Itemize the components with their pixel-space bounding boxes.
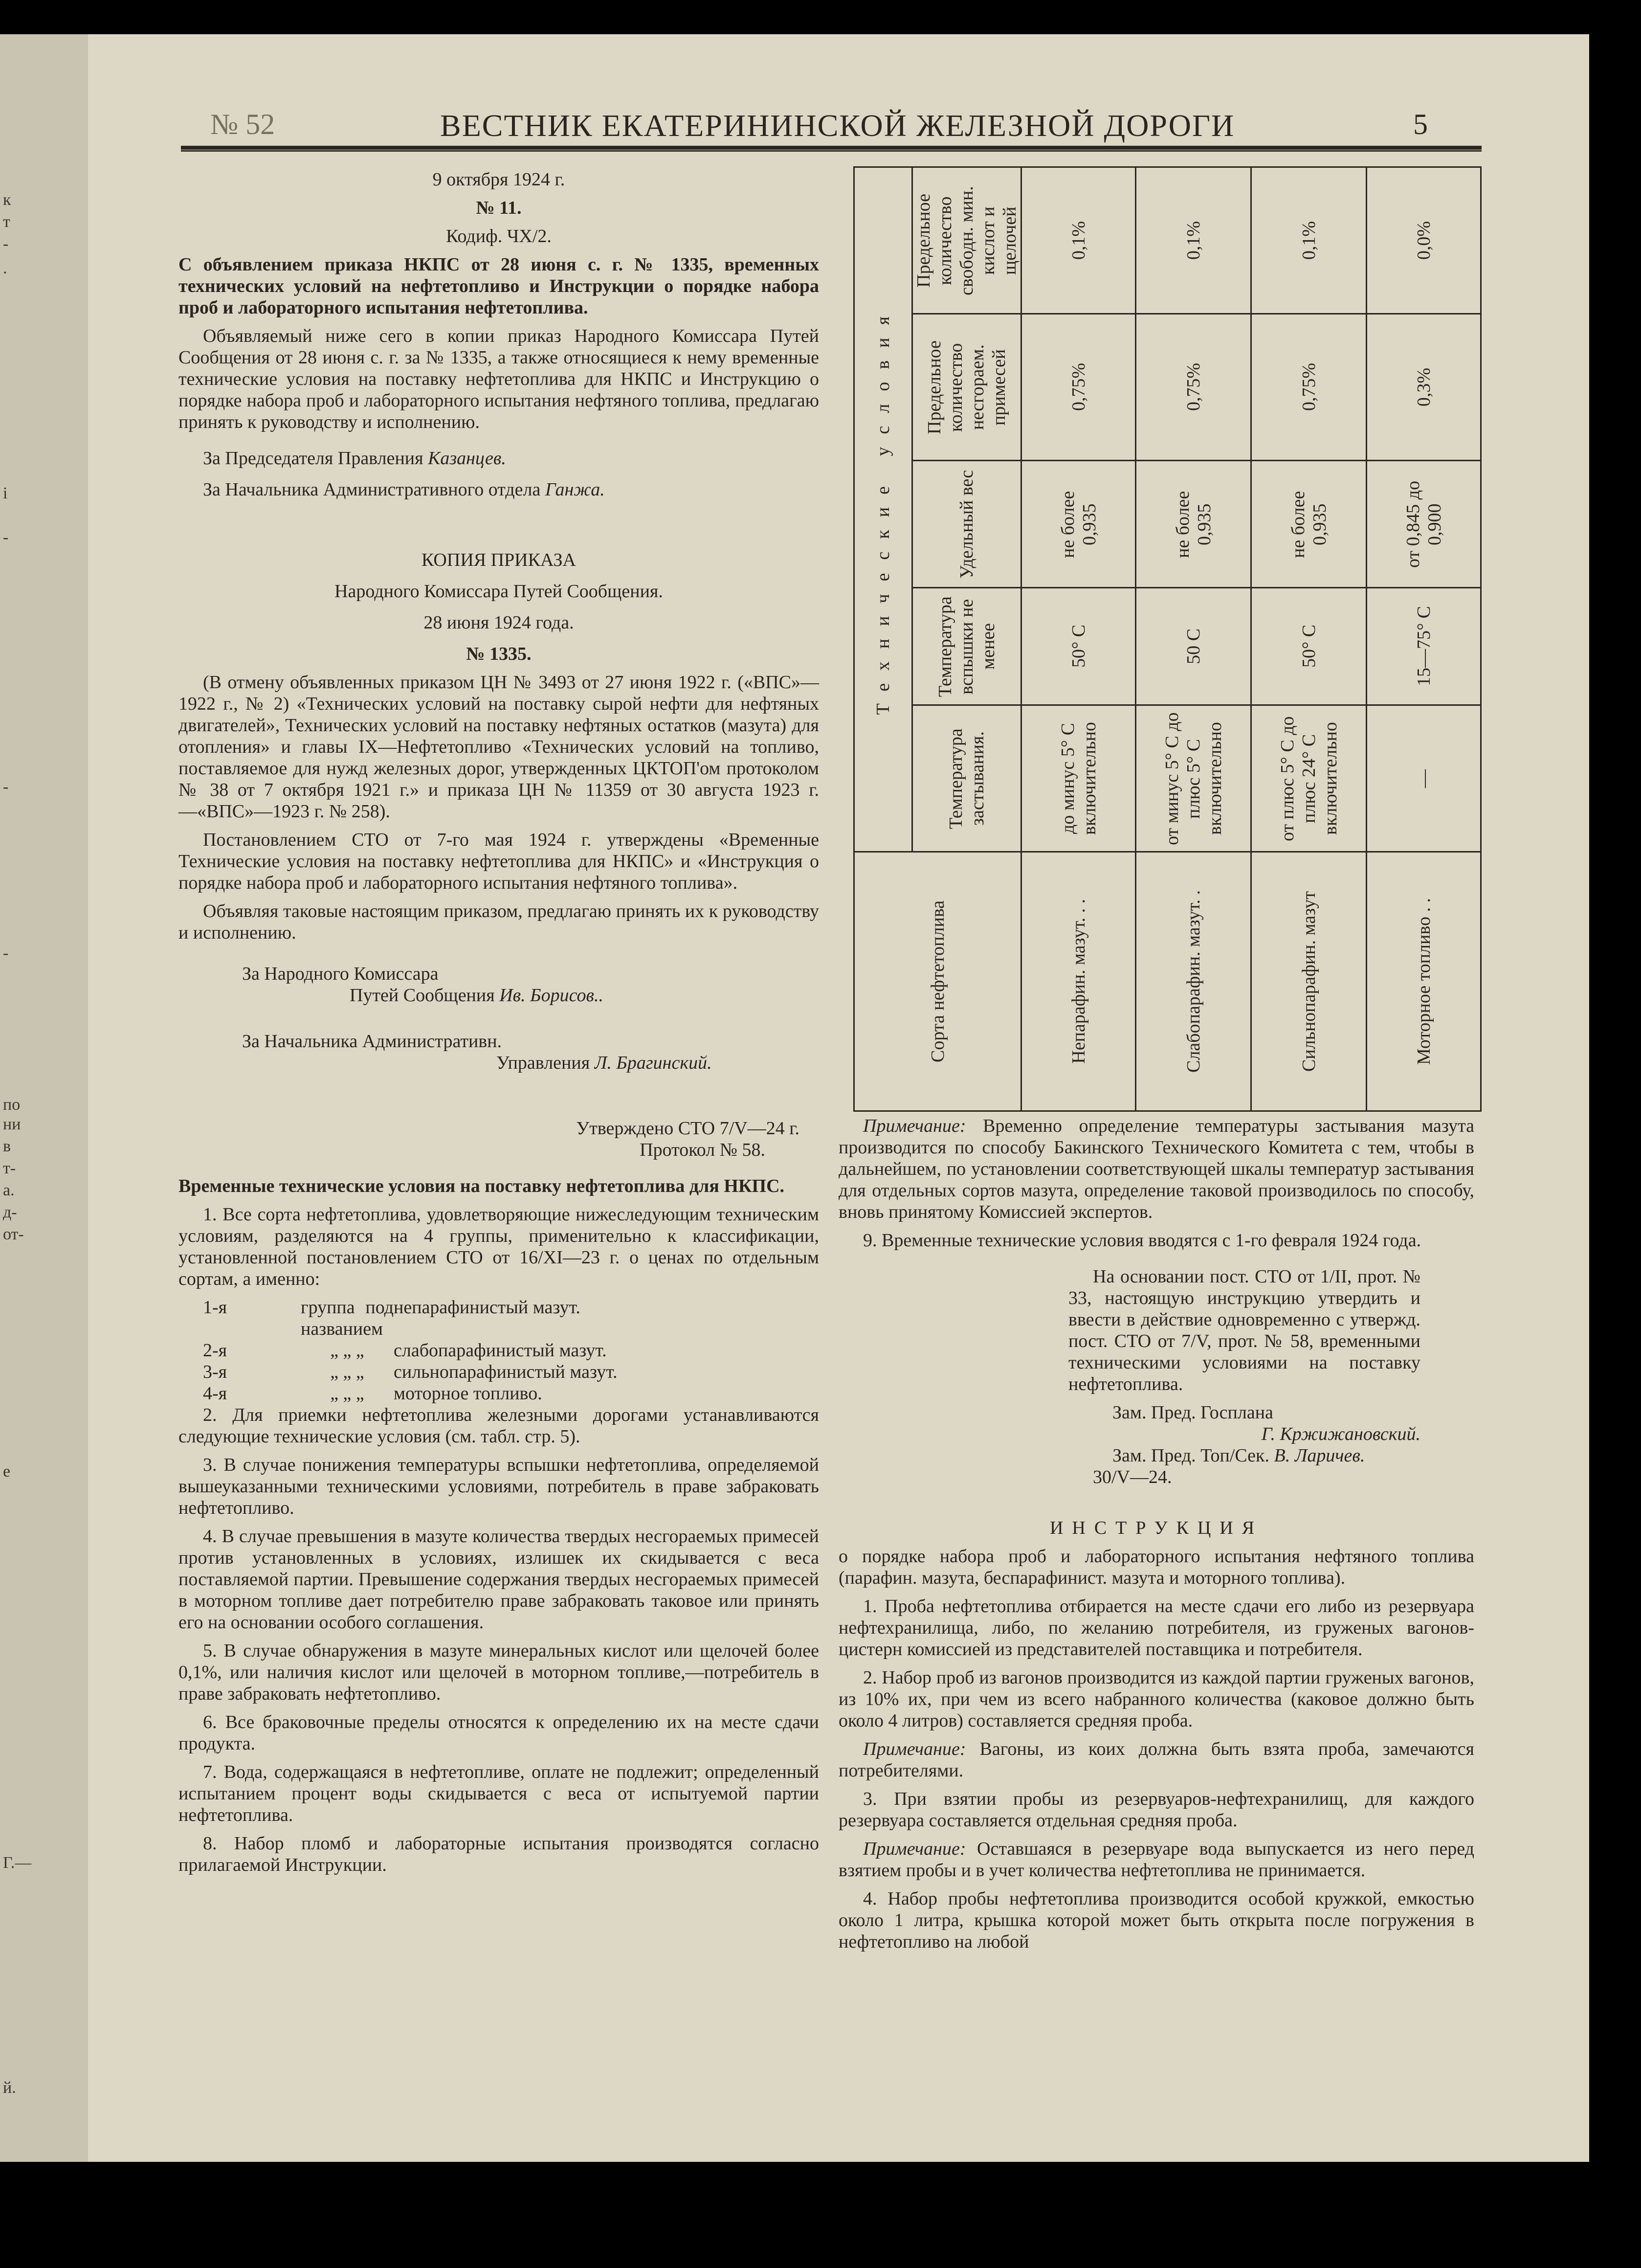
table-cell: 0,0% xyxy=(1367,167,1481,314)
table-cell: не более 0,935 xyxy=(1021,461,1136,588)
conditions-paragraph: 9. Временные технические условия вводятся с 1-го февраля 1924 года. xyxy=(863,1230,1421,1251)
group-num: 1-я xyxy=(203,1297,227,1318)
signature-name: Ив. Борисов.. xyxy=(499,985,603,1006)
margin-fragment: а. xyxy=(3,1181,15,1199)
conditions-paragraph: 1. Все сорта нефтетоплива, удовлетворяющие нижеследующим техническим условиям, разделяются на 4 группы, применительно к классификации, установленной постановлением СТО от 16/XI—23 г. о ценах по отдельным сортам, а именно: xyxy=(178,1204,819,1289)
approved-line1: Утверждено СТО 7/V—24 г. xyxy=(576,1118,799,1139)
signature-role: За Председателя Правления xyxy=(203,448,423,469)
copy-sign1-line1: За Народного Комиссара xyxy=(242,964,439,984)
table-cell: Сильнопарафин. мазут xyxy=(1251,852,1367,1111)
group-num: 4-я xyxy=(203,1383,227,1404)
table-col-header: Температура застывания. xyxy=(912,705,1021,852)
signature-role: Зам. Пред. Топ/Сек. xyxy=(1112,1445,1269,1466)
technical-conditions-table xyxy=(853,166,1482,1112)
group-name: слабопарафинистый мазут. xyxy=(394,1340,607,1361)
copy-sign2-line2 xyxy=(178,1052,819,1074)
conditions-paragraph: 7. Вода, содержащаяся в нефтетопливе, оплате не подлежит; определенный испытанием процент воды скидывается с веса от испытуемой партии нефтетоплива. xyxy=(178,1762,819,1825)
instruction-note xyxy=(839,1838,1474,1881)
table-cell: 50° С xyxy=(1021,588,1136,705)
order-number: № 11. xyxy=(476,198,522,218)
copy-title: КОПИЯ ПРИКАЗА xyxy=(421,550,576,570)
group-row xyxy=(178,1383,819,1404)
margin-fragment: т xyxy=(3,213,10,231)
margin-fragment: й. xyxy=(3,2079,16,2097)
margin-fragment: е xyxy=(3,1462,11,1481)
group-mid: группа под названием xyxy=(301,1297,394,1339)
signature-name: Л. Брагинский. xyxy=(594,1053,712,1073)
group-row xyxy=(178,1361,819,1383)
table-col-header: Предельное количество свободн. мин. кислот и щелочей xyxy=(912,167,1021,314)
scan-border xyxy=(0,2162,1641,2268)
group-mid: „ „ „ xyxy=(330,1383,364,1404)
table-cell: 15—75° С xyxy=(1367,588,1481,705)
conditions-paragraph: 8. Набор пломб и лабораторные испытания производятся согласно прилагаемой Инструкции. xyxy=(178,1833,819,1875)
table-cell: от 0,845 до 0,900 xyxy=(1367,461,1481,588)
table-col-header: Предельное количество несгораем. примесей xyxy=(912,314,1021,461)
conditions-paragraph: 5. В случае обнаружения в мазуте минеральных кислот или щелочей более 0,1%, или наличия кислот или щелочей в моторном топливе,—потребитель в праве забраковать нефтетопливо. xyxy=(178,1640,819,1704)
margin-fragment: к xyxy=(3,191,11,209)
table-cell: 0,3% xyxy=(1367,314,1481,461)
page-number: 5 xyxy=(1413,108,1428,140)
left-column xyxy=(178,169,819,1883)
margin-fragment: т- xyxy=(3,1159,16,1177)
signature-name: В. Ларичев. xyxy=(1274,1445,1365,1466)
table-cell: 0,75% xyxy=(1136,314,1251,461)
note-label: Примечание: xyxy=(863,1739,966,1759)
signature-role: Управления xyxy=(496,1053,590,1073)
conditions-paragraph: 3. В случае понижения температуры вспышки нефтетоплива, определяемой вышеуказанными техническими условиями, потребитель в праве забраковать нефтетопливо. xyxy=(178,1455,819,1518)
conditions-paragraph: 2. Для приемки нефтетоплива железными дорогами устанавливаются следующие технические условия (см. табл. стр. 5). xyxy=(178,1405,819,1447)
table-cell: Моторное топливо . . xyxy=(1367,852,1481,1111)
group-name: непарафинистый мазут. xyxy=(394,1297,580,1318)
table-cell: 50° С xyxy=(1251,588,1367,705)
signature-role: За Начальника Административного отдела xyxy=(203,479,541,500)
margin-fragment: от- xyxy=(3,1225,24,1243)
table-cell: не более 0,935 xyxy=(1251,461,1367,588)
note-label: Примечание: xyxy=(863,1116,966,1136)
instruction-paragraph: 2. Набор проб из вагонов производится из каждой партии груженых вагонов, из 10% их, при чем из всего набранного количества (каковое должно быть около 4 литров) составляется средняя проба. xyxy=(839,1667,1474,1731)
table-cell: 0,1% xyxy=(1251,167,1367,314)
copy-subtitle: Народного Комиссара Путей Сообщения. xyxy=(334,581,663,602)
group-row xyxy=(178,1297,819,1340)
copy-paragraph: (В отмену объявленных приказом ЦН № 3493 от 27 июня 1922 г. («ВПС»—1922 г., № 2) «Технических условий на поставку сырой нефти для нефтяных двигателей», Технических условий на поставку нефтяных остатков (мазута) для отопления» и главы IX—Нефтетопливо «Технических условий на топливо, поставляемое для нужд железных дорог, утвержденных ЦКТОП'ом протоколом № 38 от 7 октября 1921 г.» и приказа ЦН № 11359 от 30 августа 1923 г.—«ВПС»—1923 г. № 258). xyxy=(178,672,819,822)
table-cell: — xyxy=(1367,705,1481,852)
note-text: Временно определение температуры застывания мазута производится по способу Бакинского Технического Комитета с тем, чтобы в дальнейшем, по установлении соответствующей шкалы температур застывания для отдельных сортов мазута, определение таковой производилось по способу, вновь принятому Комиссией экспертов. xyxy=(839,1116,1475,1222)
instruction-note xyxy=(839,1738,1474,1781)
table-cell: не более 0,935 xyxy=(1136,461,1251,588)
note-text: Оставшаяся в резервуаре вода выпускается из него перед взятием пробы и в учет количества нефтетоплива не принимается. xyxy=(839,1839,1475,1881)
table-cell: от плюс 5° С до плюс 24° С включительно xyxy=(1251,705,1367,852)
newspaper-title: ВЕСТНИК ЕКАТЕРИНИНСКОЙ ЖЕЛЕЗНОЙ ДОРОГИ xyxy=(440,108,1235,143)
table-col-header: Удельный вес xyxy=(912,461,1021,588)
group-row xyxy=(178,1340,819,1361)
table-col-header: Температура вспышки не менее xyxy=(912,588,1021,705)
header-rule xyxy=(181,146,1482,152)
table-cell: от минус 5° С до плюс 5° С включительно xyxy=(1136,705,1251,852)
order-date: 9 октября 1924 г. xyxy=(432,169,565,190)
table-cell: 50 С xyxy=(1136,588,1251,705)
copy-sign1-line2 xyxy=(178,985,819,1006)
approval-sign2 xyxy=(1068,1445,1420,1466)
group-mid: „ „ „ xyxy=(330,1362,364,1382)
group-mid: „ „ „ xyxy=(330,1340,364,1361)
instruction-paragraph: 1. Проба нефтетоплива отбирается на месте сдачи его либо из резервуара нефтехранилища, либо, по желанию потребителя, из груженых вагонов-цистерн комиссией из представителей поставщика и потребителя. xyxy=(839,1596,1474,1660)
signature-name: Казанцев. xyxy=(428,448,506,469)
table-cell: 0,75% xyxy=(1251,314,1367,461)
note-text: Вагоны, из коих должна быть взята проба, замечаются потребителями. xyxy=(839,1739,1474,1781)
instruction-paragraph: 4. Набор пробы нефтетоплива производится особой кружкой, емкостью около 1 литра, крышка которой может быть открыта после погружения в нефтетопливо на любой xyxy=(839,1888,1474,1952)
signature-name: Ганжа. xyxy=(545,479,605,500)
conditions-heading: Временные технические условия на поставку нефтетоплива для НКПС. xyxy=(178,1176,785,1196)
margin-fragment: - xyxy=(3,944,9,962)
page-header xyxy=(122,108,1491,142)
margin-fragment: в xyxy=(3,1137,11,1155)
left-page-edge xyxy=(0,34,98,2162)
margin-fragment: . xyxy=(3,259,7,277)
table-cell: Слабопарафин. мазут. . xyxy=(1136,852,1251,1111)
copy-sign2-line1: За Начальника Административн. xyxy=(242,1031,502,1052)
copy-number: № 1335. xyxy=(466,644,532,664)
table-cell: 0,75% xyxy=(1021,314,1136,461)
issue-number: № 52 xyxy=(210,108,275,140)
instruction-title: ИНСТРУКЦИЯ xyxy=(1049,1518,1264,1538)
approval-sign1-name: Г. Кржижановский. xyxy=(1261,1424,1420,1444)
table-group-header: Технические условия xyxy=(854,167,912,852)
approval-sign1-role: Зам. Пред. Госплана xyxy=(1112,1402,1273,1423)
order-body: Объявляемый ниже сего в копии приказ Народного Комиссара Путей Сообщения от 28 июня с. г. за № 1335, а также относящиеся к нему временные технические условия на поставку нефтетоплива для НКПС и Инструкцию о порядке набора проб и лабораторного испытания нефтяного топлива, предлагаю принять к руководству и исполнению. xyxy=(178,326,819,432)
copy-paragraph: Постановлением СТО от 7-го мая 1924 г. утверждены «Временные Технические условия на поставку нефтетоплива для НКПС» и «Инструкция о порядке набора проб и лабораторного испытания нефтяного топлива». xyxy=(178,830,819,893)
note-label: Примечание: xyxy=(863,1839,966,1859)
conditions-paragraph: 6. Все браковочные пределы относятся к определению их на месте сдачи продукта. xyxy=(178,1712,819,1754)
instruction-subtitle: о порядке набора проб и лабораторного испытания нефтяного топлива (парафин. мазута, беспарафинист. мазута и моторного топлива). xyxy=(839,1546,1474,1588)
group-name: сильнопарафинистый мазут. xyxy=(394,1362,618,1382)
margin-fragment: - xyxy=(3,528,9,546)
signature-admin xyxy=(178,479,819,500)
margin-fragment: по xyxy=(3,1096,21,1114)
approval-date: 30/V—24. xyxy=(1093,1467,1172,1487)
margin-fragment: - xyxy=(3,235,9,253)
table-col-header: Сорта нефтетоплива xyxy=(854,852,1021,1111)
group-num: 2-я xyxy=(203,1340,227,1361)
margin-fragment: і xyxy=(3,484,8,502)
approval-block xyxy=(1068,1266,1420,1488)
margin-fragment: Г.— xyxy=(3,1854,32,1872)
right-column xyxy=(839,1115,1474,1959)
conditions-paragraph: 4. В случае превышения в мазуте количества твердых несгораемых примесей против установленных в условиях, излишек их скидывается с веса поставляемой партии. Превышение содержания твердых несгораемых примесей в моторном топливе дает потребителю праве забраковать таковое или принять его на основании особого соглашения. xyxy=(178,1526,819,1633)
group-name: моторное топливо. xyxy=(394,1383,542,1404)
order-heading: С объявлением приказа НКПС от 28 июня с. г. № 1335, временных технических условий на нефтетопливо и Инструкции о порядке набора проб и лабораторного испытания нефтетоплива. xyxy=(178,254,819,318)
instruction-paragraph: 3. При взятии пробы из резервуаров-нефтехранилищ, для каждого резервуара составляется отдельная средняя проба. xyxy=(839,1789,1474,1831)
table-cell: Непарафин. мазут. . . xyxy=(1021,852,1136,1111)
table-note xyxy=(839,1115,1474,1223)
copy-paragraph: Объявляя таковые настоящим приказом, предлагаю принять их к руководству и исполнению. xyxy=(178,901,819,943)
group-num: 3-я xyxy=(203,1362,227,1382)
copy-date: 28 июня 1924 года. xyxy=(423,612,574,633)
table-cell: до минус 5° С включительно xyxy=(1021,705,1136,852)
margin-fragment: д- xyxy=(3,1203,17,1221)
approval-basis: На основании пост. СТО от 1/II, прот. № 33, настоящую инструкцию утвердить и ввести в действие одновременно с утвержд. пост. СТО от 7/V, прот. № 58, временными техническими условиями на поставку нефтетоплива. xyxy=(1068,1266,1420,1394)
table-cell: 0,1% xyxy=(1136,167,1251,314)
table-cell: 0,1% xyxy=(1021,167,1136,314)
signature-chairman xyxy=(178,448,819,469)
order-code: Кодиф. ЧХ/2. xyxy=(446,226,552,247)
margin-fragment: - xyxy=(3,778,9,796)
approved-line2: Протокол № 58. xyxy=(640,1140,765,1160)
signature-role: Путей Сообщения xyxy=(350,985,495,1006)
margin-fragment: ни xyxy=(3,1115,21,1133)
